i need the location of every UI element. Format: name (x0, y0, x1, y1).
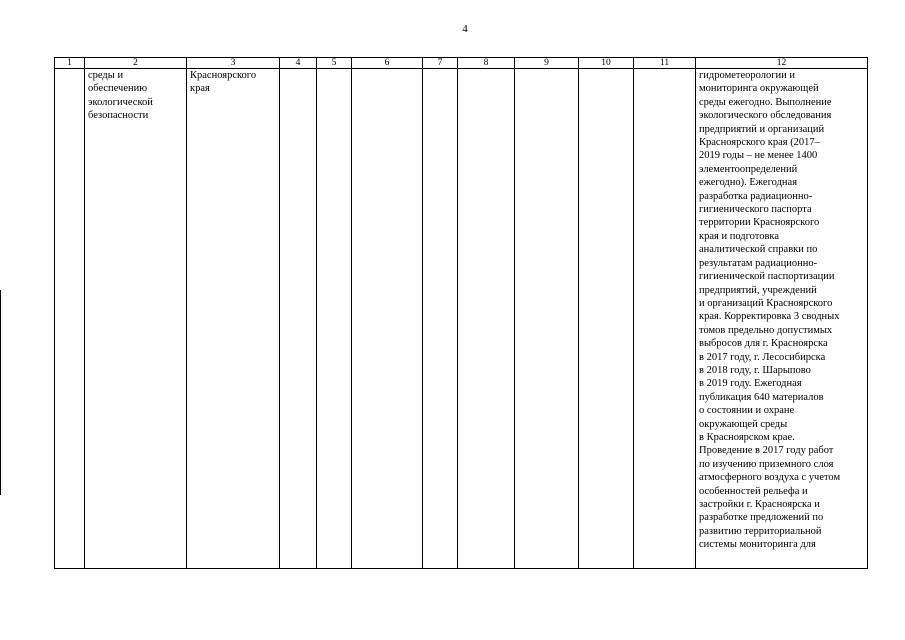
column-header-9: 9 (515, 58, 579, 69)
column-header-8: 8 (458, 58, 515, 69)
column-header-10: 10 (579, 58, 634, 69)
cell-col-10 (579, 69, 634, 569)
header-row (55, 58, 868, 69)
table-row (55, 69, 868, 569)
cell-col-4 (280, 69, 317, 569)
document-table (54, 57, 868, 569)
column-header-11: 11 (634, 58, 696, 69)
cell-col-2 (85, 69, 187, 569)
column-header-3: 3 (187, 58, 280, 69)
margin-rule (0, 290, 1, 495)
cell-col-11 (634, 69, 696, 569)
cell-col-3 (187, 69, 280, 569)
column-header-4: 4 (280, 58, 317, 69)
cell-col-1 (55, 69, 85, 569)
column-header-2: 2 (85, 58, 187, 69)
cell-col-5 (317, 69, 352, 569)
cell-col-12-text: гидрометеорологии и мониторинга окружающей среды ежегодно. Выполнение экологического обследования предприятий и организаций Красноярского края (2017– 2019 годы – не менее 1400 элементоопределений ежегодно). Ежегодная разработка радиационно- гигиенического паспорта территории Красноярского края и подготовка аналитической справки по результатам радиационно- гигиенической паспортизации предприятий, учреждений и организаций Красноярского края. Корректировка 3 сводных томов предельно допустимых выбросов для г. Красноярска в 2017 году, г. Лесосибирска в 2018 году, г. Шарыпово в 2019 году. Ежегодная публикация 640 материалов о состоянии и охране окружающей среды в Красноярском крае. Проведение в 2017 году работ по изучению приземного слоя атмосферного воздуха с учетом особенностей рельефа и застройки г. Красноярска и разработке предложений по развитию территориальной системы мониторинга для (699, 70, 841, 551)
column-header-12: 12 (696, 58, 868, 69)
cell-col-6 (352, 69, 423, 569)
column-header-6: 6 (352, 58, 423, 69)
cell-col-12 (696, 69, 868, 569)
column-header-7: 7 (423, 58, 458, 69)
cell-col-3-text: Красноярского края (190, 70, 257, 95)
cell-col-8 (458, 69, 515, 569)
cell-col-9 (515, 69, 579, 569)
cell-col-7 (423, 69, 458, 569)
column-header-1: 1 (55, 58, 85, 69)
cell-col-2-text: среды и обеспечению экологической безопасности (88, 70, 153, 122)
column-header-5: 5 (317, 58, 352, 69)
page-number: 4 (462, 23, 468, 35)
